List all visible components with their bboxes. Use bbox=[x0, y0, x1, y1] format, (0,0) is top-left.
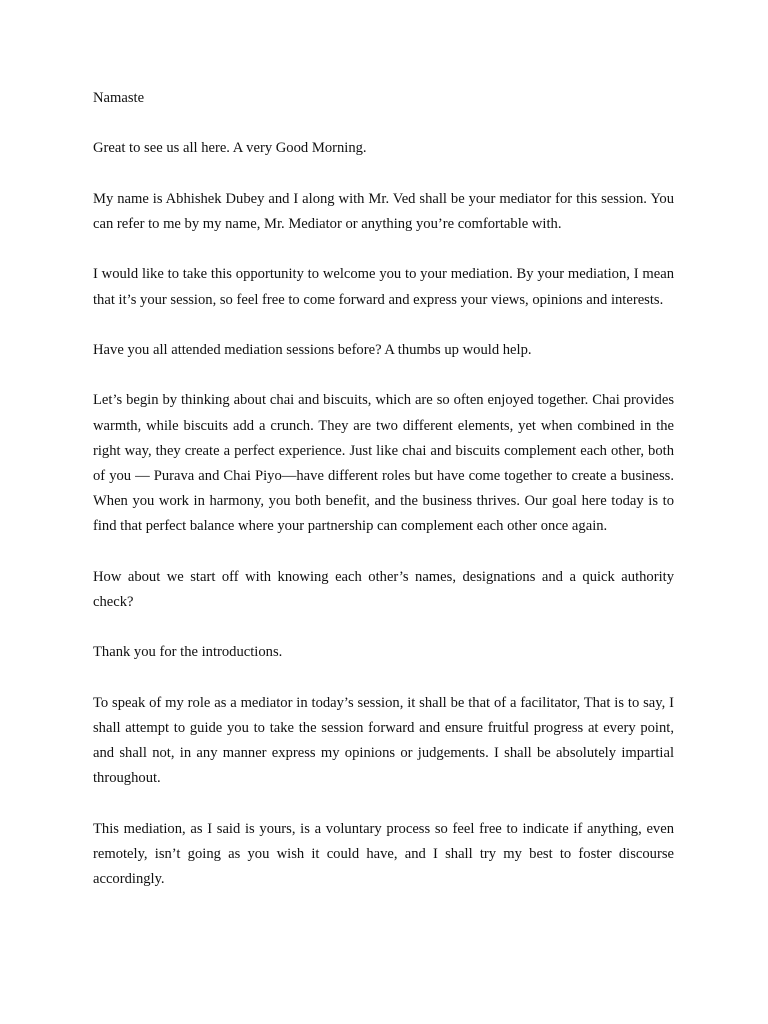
paragraph-chai-biscuits: Let’s begin by thinking about chai and biscuits, which are so often enjoyed together. Chai provides warmth, while biscuits add a crunch. They are two different elements, yet when combined in the right way, they create a perfect experience. Just like chai and biscuits complement each other, both of you — Purava and Chai Piyo—have different roles but have come together to create a business. When you work in harmony, you both benefit, and the business thrives. Our goal here today is to find that perfect balance where your partnership can complement each other once again. bbox=[93, 392, 674, 535]
paragraph-welcome: Great to see us all here. A very Good Morning. bbox=[93, 140, 367, 157]
paragraph-introduction: My name is Abhishek Dubey and I along with Mr. Ved shall be your mediator for this session. You can refer to me by my name, Mr. Mediator or anything you’re comfortable with. bbox=[93, 190, 674, 232]
paragraph-opportunity: I would like to take this opportunity to welcome you to your mediation. By your mediation, I mean that it’s your session, so feel free to come forward and express your views, opinions and interests. bbox=[93, 266, 674, 308]
paragraph-voluntary-process: This mediation, as I said is yours, is a voluntary process so feel free to indicate if anything, even remotely, isn’t going as you wish it could have, and I shall try my best to foster discourse accordingly. bbox=[93, 820, 674, 888]
paragraph-introductions-request: How about we start off with knowing each other’s names, designations and a quick authority check? bbox=[93, 568, 674, 610]
document-body bbox=[93, 86, 674, 918]
paragraph-mediator-role: To speak of my role as a mediator in today’s session, it shall be that of a facilitator, That is to say, I shall attempt to guide you to take the session forward and ensure fruitful progress at every point, and shall not, in any manner express my opinions or judgements. I shall be absolutely impartial throughout. bbox=[93, 694, 674, 787]
paragraph-greeting: Namaste bbox=[93, 90, 145, 106]
paragraph-prior-sessions: Have you all attended mediation sessions before? A thumbs up would help. bbox=[93, 341, 532, 358]
paragraph-thanks: Thank you for the introductions. bbox=[93, 644, 283, 661]
